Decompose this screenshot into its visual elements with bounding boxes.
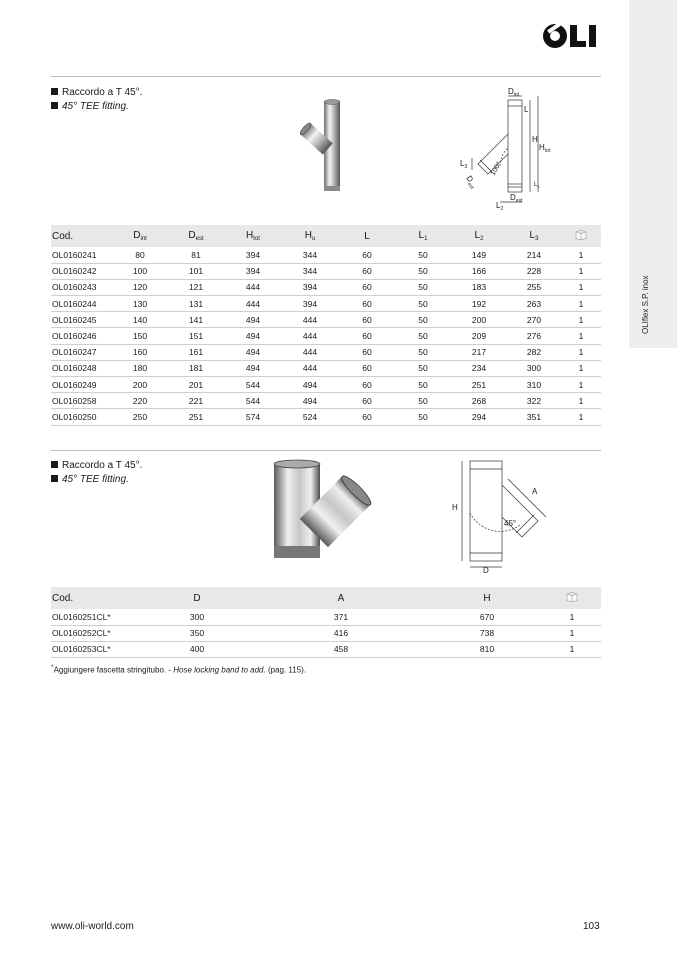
table-cell: 60: [339, 393, 395, 409]
table-cell: 444: [225, 296, 281, 312]
table-cell: 81: [167, 247, 225, 263]
table-cell: 294: [451, 409, 507, 425]
table-cell: 310: [507, 377, 561, 393]
table-cell: 394: [281, 296, 339, 312]
table-cell: 60: [339, 247, 395, 263]
table-cell: 220: [113, 393, 167, 409]
diagram1-l-label: L: [524, 105, 529, 114]
table-cell: 214: [507, 247, 561, 263]
table-cell: 282: [507, 344, 561, 360]
diagram2-d-label: D: [483, 566, 489, 575]
table-row: [51, 360, 601, 376]
table-row: [51, 247, 601, 263]
diagram1-dest-label: $D_{est}$: [464, 173, 476, 191]
section1-product-photo: [290, 98, 360, 198]
footnote: *Aggiungere fascetta stringitubo. - Hose locking band to add. (pag. 115).: [51, 664, 307, 675]
table-row: [51, 344, 601, 360]
table-cell: 50: [395, 409, 451, 425]
product-code: OL0160244: [51, 296, 113, 312]
table-cell: 810: [431, 641, 543, 657]
section1-header-1: $D_{int}$: [113, 225, 167, 247]
diagram2-angle-label: 45°: [504, 519, 517, 528]
table-cell: 166: [451, 263, 507, 279]
table-row: [51, 312, 601, 328]
section2-product-photo: [268, 456, 376, 566]
table-cell: 1: [561, 393, 601, 409]
table-cell: 255: [507, 279, 561, 295]
table-cell: 394: [281, 279, 339, 295]
product-code: OL0160247: [51, 344, 113, 360]
product-code: OL0160242: [51, 263, 113, 279]
table-cell: 209: [451, 328, 507, 344]
table-cell: 494: [225, 344, 281, 360]
table-cell: 1: [543, 641, 601, 657]
table-row: [51, 328, 601, 344]
section1-header-0: Cod.: [51, 225, 113, 247]
table-cell: 270: [507, 312, 561, 328]
table-cell: 1: [561, 328, 601, 344]
table-cell: 50: [395, 360, 451, 376]
section1-header-5: L: [339, 225, 395, 247]
section1-header-3: $H_{tot}$: [225, 225, 281, 247]
diagram1-l3-label: $L_3$: [460, 159, 468, 170]
section1-header-4: $H_u$: [281, 225, 339, 247]
table-cell: 351: [507, 409, 561, 425]
table-cell: 1: [543, 625, 601, 641]
table-cell: 181: [167, 360, 225, 376]
table-cell: 1: [561, 247, 601, 263]
table-cell: 149: [451, 247, 507, 263]
table-cell: 130: [113, 296, 167, 312]
table-cell: 1: [561, 263, 601, 279]
table-cell: 251: [451, 377, 507, 393]
table-cell: 60: [339, 377, 395, 393]
section2-top-rule: [51, 450, 601, 451]
table-cell: 50: [395, 279, 451, 295]
diagram1-htot-label: $H_{tot}$: [539, 143, 551, 154]
table-cell: 544: [225, 377, 281, 393]
table-row: [51, 296, 601, 312]
table-row: [51, 641, 601, 657]
table-cell: 131: [167, 296, 225, 312]
table-cell: 120: [113, 279, 167, 295]
table-cell: 250: [113, 409, 167, 425]
section1-header-8: $L_3$: [507, 225, 561, 247]
table-cell: 100: [113, 263, 167, 279]
page-number: 103: [583, 921, 600, 932]
table-cell: 251: [167, 409, 225, 425]
section2-header-2: A: [251, 587, 431, 609]
product-code: OL0160249: [51, 377, 113, 393]
table-row: [51, 263, 601, 279]
table-cell: 371: [251, 609, 431, 625]
table-cell: 494: [225, 328, 281, 344]
section2-header-0: Cod.: [51, 587, 143, 609]
table-cell: 544: [225, 393, 281, 409]
table-cell: 200: [113, 377, 167, 393]
table-cell: 1: [561, 296, 601, 312]
table-cell: 394: [225, 263, 281, 279]
table-cell: 574: [225, 409, 281, 425]
table-cell: 300: [507, 360, 561, 376]
table-cell: 161: [167, 344, 225, 360]
diagram1-dest2-label: $D_{est}$: [510, 193, 523, 204]
table-row: [51, 609, 601, 625]
table-cell: 101: [167, 263, 225, 279]
section1-title-en: 45° TEE fitting.: [51, 100, 129, 114]
diagram2-a-label: A: [532, 487, 538, 496]
product-code: OL0160250: [51, 409, 113, 425]
package-icon: [575, 230, 587, 240]
table-cell: 1: [561, 279, 601, 295]
section1-table-header: [51, 225, 601, 247]
table-cell: 151: [167, 328, 225, 344]
section1-table: [51, 225, 601, 426]
section1-technical-diagram: [450, 86, 560, 216]
table-cell: 60: [339, 263, 395, 279]
table-cell: 1: [561, 377, 601, 393]
table-cell: 60: [339, 360, 395, 376]
table-cell: 200: [451, 312, 507, 328]
table-cell: 192: [451, 296, 507, 312]
table-cell: 444: [281, 328, 339, 344]
section1-header-2: $D_{est}$: [167, 225, 225, 247]
table-cell: 221: [167, 393, 225, 409]
product-code: OL0160248: [51, 360, 113, 376]
table-cell: 670: [431, 609, 543, 625]
table-cell: 416: [251, 625, 431, 641]
table-cell: 140: [113, 312, 167, 328]
table-cell: 183: [451, 279, 507, 295]
section2-table: [51, 587, 601, 658]
section1-header-6: $L_1$: [395, 225, 451, 247]
table-cell: 444: [225, 279, 281, 295]
table-cell: 201: [167, 377, 225, 393]
table-cell: 494: [281, 377, 339, 393]
diagram1-hu-label: H: [532, 135, 538, 144]
table-cell: 458: [251, 641, 431, 657]
table-cell: 276: [507, 328, 561, 344]
diagram1-l1-label: $L_1$: [534, 182, 540, 189]
table-cell: 444: [281, 312, 339, 328]
section1-header-7: $L_2$: [451, 225, 507, 247]
table-cell: 60: [339, 279, 395, 295]
product-code: OL0160245: [51, 312, 113, 328]
table-cell: 180: [113, 360, 167, 376]
table-cell: 60: [339, 312, 395, 328]
section1-header-package: [561, 225, 601, 247]
oli-logo: [543, 20, 601, 52]
table-cell: 60: [339, 344, 395, 360]
table-cell: 1: [561, 409, 601, 425]
table-cell: 50: [395, 393, 451, 409]
table-cell: 150: [113, 328, 167, 344]
table-row: [51, 393, 601, 409]
table-cell: 217: [451, 344, 507, 360]
table-cell: 300: [143, 609, 251, 625]
section2-header-3: H: [431, 587, 543, 609]
table-cell: 494: [281, 393, 339, 409]
product-code: OL0160241: [51, 247, 113, 263]
side-tab: [629, 0, 677, 348]
package-icon: [566, 592, 578, 602]
product-code: OL0160251CL*: [51, 609, 143, 625]
diagram1-dint-label: $D_{int}$: [508, 87, 520, 98]
section2-header-1: D: [143, 587, 251, 609]
table-cell: 50: [395, 328, 451, 344]
product-code: OL0160252CL*: [51, 625, 143, 641]
section2-title-en: 45° TEE fitting.: [51, 473, 129, 487]
product-code: OL0160246: [51, 328, 113, 344]
table-cell: 344: [281, 263, 339, 279]
side-tab-label: OLIflex S.P. inox: [641, 275, 650, 334]
diagram1-l2-label: $L_2$: [496, 201, 504, 212]
table-cell: 1: [561, 344, 601, 360]
section1-top-rule: [51, 76, 601, 77]
table-cell: 524: [281, 409, 339, 425]
table-cell: 394: [225, 247, 281, 263]
footer-website[interactable]: www.oli-world.com: [51, 921, 134, 932]
table-cell: 60: [339, 328, 395, 344]
table-cell: 444: [281, 344, 339, 360]
table-cell: 50: [395, 263, 451, 279]
table-cell: 160: [113, 344, 167, 360]
table-cell: 80: [113, 247, 167, 263]
table-cell: 444: [281, 360, 339, 376]
table-cell: 344: [281, 247, 339, 263]
diagram2-h-label: H: [452, 503, 458, 512]
table-cell: 60: [339, 296, 395, 312]
product-code: OL0160258: [51, 393, 113, 409]
table-cell: 50: [395, 296, 451, 312]
table-cell: 1: [561, 360, 601, 376]
table-cell: 400: [143, 641, 251, 657]
table-cell: 50: [395, 344, 451, 360]
table-cell: 1: [543, 609, 601, 625]
product-code: OL0160243: [51, 279, 113, 295]
table-cell: 141: [167, 312, 225, 328]
table-cell: 50: [395, 377, 451, 393]
table-cell: 738: [431, 625, 543, 641]
table-row: [51, 279, 601, 295]
table-cell: 60: [339, 409, 395, 425]
section1-title-it: Raccordo a T 45°.: [51, 86, 142, 100]
table-cell: 234: [451, 360, 507, 376]
table-row: [51, 409, 601, 425]
table-cell: 268: [451, 393, 507, 409]
table-cell: 121: [167, 279, 225, 295]
table-cell: 50: [395, 312, 451, 328]
table-cell: 322: [507, 393, 561, 409]
section2-header-package: [543, 587, 601, 609]
section2-title-it: Raccordo a T 45°.: [51, 459, 142, 473]
table-row: [51, 377, 601, 393]
section2-technical-diagram: [450, 455, 560, 575]
table-cell: 350: [143, 625, 251, 641]
table-cell: 263: [507, 296, 561, 312]
table-cell: 1: [561, 312, 601, 328]
product-code: OL0160253CL*: [51, 641, 143, 657]
section2-table-header: [51, 587, 601, 609]
table-cell: 494: [225, 360, 281, 376]
table-cell: 494: [225, 312, 281, 328]
diagram1-angle-label: 100°: [489, 160, 503, 177]
table-cell: 50: [395, 247, 451, 263]
table-cell: 228: [507, 263, 561, 279]
table-row: [51, 625, 601, 641]
